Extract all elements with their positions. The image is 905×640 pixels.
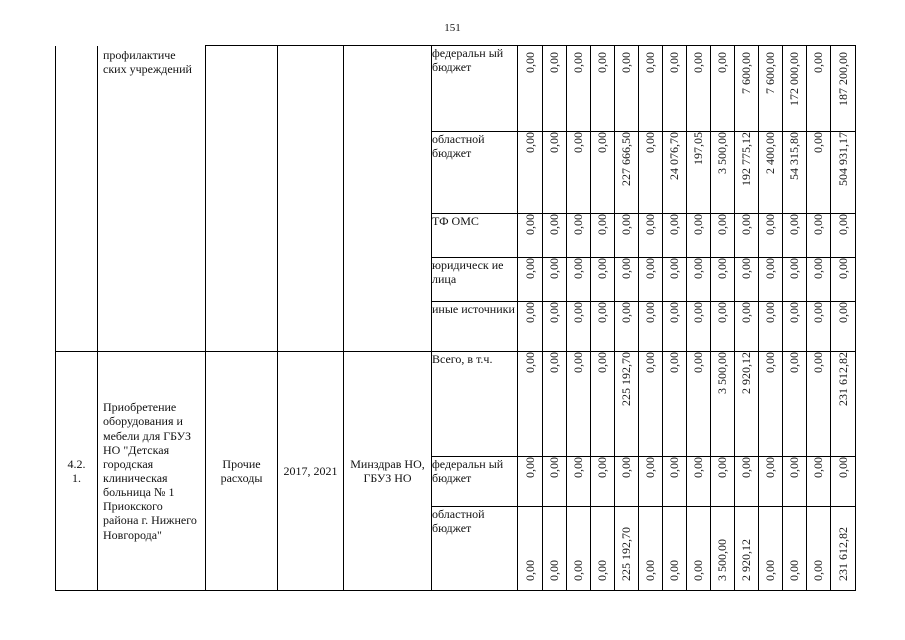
value-cell — [591, 132, 615, 214]
value-text: 24 076,70 — [667, 132, 682, 180]
value-text: 7 600,00 — [763, 52, 778, 94]
value-cell — [567, 457, 591, 507]
value-text: 0,00 — [667, 559, 682, 581]
value-cell — [591, 352, 615, 457]
value-cell — [831, 132, 856, 214]
value-cell — [663, 46, 687, 132]
years: 2017, 2021 — [283, 463, 338, 478]
value-cell — [711, 457, 735, 507]
value-text: 0,00 — [739, 302, 754, 323]
value-text: 0,00 — [811, 352, 826, 373]
value-text: 0,00 — [763, 258, 778, 279]
value-text: 3 500,00 — [715, 352, 730, 394]
value-text: 0,00 — [595, 457, 610, 478]
value-cell — [663, 258, 687, 302]
value-text: 0,00 — [595, 302, 610, 323]
value-cell — [807, 302, 831, 352]
value-text: 0,00 — [691, 457, 706, 478]
value-cell — [711, 214, 735, 258]
value-cell — [567, 352, 591, 457]
table-row — [56, 352, 856, 457]
value-cell — [711, 46, 735, 132]
value-cell — [687, 507, 711, 591]
value-cell — [567, 46, 591, 132]
value-cell — [759, 132, 783, 214]
value-cell — [615, 302, 639, 352]
value-cell — [711, 352, 735, 457]
value-cell — [543, 457, 567, 507]
value-cell — [663, 352, 687, 457]
funding-source: федеральн ый бюджет — [432, 457, 518, 507]
value-cell — [663, 507, 687, 591]
value-text: 0,00 — [811, 457, 826, 478]
value-text: 0,00 — [787, 214, 802, 235]
value-cell — [591, 302, 615, 352]
value-text: 3 500,00 — [715, 132, 730, 174]
value-text: 0,00 — [787, 559, 802, 581]
value-cell — [567, 132, 591, 214]
value-text: 187 200,00 — [835, 52, 850, 106]
value-text: 0,00 — [811, 559, 826, 581]
value-cell — [759, 302, 783, 352]
value-text: 0,00 — [571, 132, 586, 153]
value-text: 0,00 — [691, 352, 706, 373]
value-text: 0,00 — [787, 258, 802, 279]
value-text: 0,00 — [715, 457, 730, 478]
value-text: 0,00 — [522, 352, 537, 373]
value-cell — [831, 214, 856, 258]
value-cell — [663, 302, 687, 352]
value-text: 0,00 — [667, 258, 682, 279]
value-text: 0,00 — [595, 258, 610, 279]
value-text: 0,00 — [691, 52, 706, 73]
value-cell — [543, 352, 567, 457]
value-text: 0,00 — [522, 457, 537, 478]
value-cell — [807, 132, 831, 214]
value-cell — [543, 507, 567, 591]
executor-cell — [344, 46, 432, 352]
value-text: 0,00 — [522, 52, 537, 73]
value-text: 0,00 — [619, 457, 634, 478]
value-cell — [759, 258, 783, 302]
value-cell — [711, 302, 735, 352]
value-text: 0,00 — [571, 559, 586, 581]
value-text: 0,00 — [667, 302, 682, 323]
value-cell — [687, 214, 711, 258]
value-cell — [807, 258, 831, 302]
value-cell — [518, 132, 543, 214]
value-text: 0,00 — [619, 302, 634, 323]
value-cell — [615, 507, 639, 591]
value-text: 0,00 — [547, 52, 562, 73]
value-text: 225 192,70 — [619, 352, 634, 406]
value-text: 0,00 — [763, 559, 778, 581]
value-text: 0,00 — [811, 132, 826, 153]
value-cell — [543, 258, 567, 302]
value-text: 0,00 — [835, 302, 850, 323]
value-text: 2 920,12 — [739, 352, 754, 394]
value-text: 0,00 — [619, 52, 634, 73]
value-cell — [567, 258, 591, 302]
row-number-cell — [56, 46, 98, 352]
value-cell — [543, 132, 567, 214]
value-cell — [687, 132, 711, 214]
value-text: 0,00 — [787, 457, 802, 478]
value-text: 0,00 — [691, 302, 706, 323]
value-text: 0,00 — [522, 214, 537, 235]
value-cell — [663, 132, 687, 214]
value-text: 0,00 — [691, 258, 706, 279]
value-cell — [615, 132, 639, 214]
value-cell — [807, 214, 831, 258]
value-cell — [831, 507, 856, 591]
value-cell — [783, 302, 807, 352]
value-text: 0,00 — [763, 457, 778, 478]
value-text: 0,00 — [643, 352, 658, 373]
value-cell — [687, 258, 711, 302]
value-cell — [639, 302, 663, 352]
value-text: 0,00 — [763, 214, 778, 235]
value-cell — [567, 214, 591, 258]
value-cell — [711, 258, 735, 302]
value-cell — [759, 507, 783, 591]
event-name: Приобретение оборудования и мебели для ГБУЗ НО "Детская городская клиническая больница № 1 Приокского района г. Нижнего Новгорода" — [103, 400, 197, 542]
value-text: 0,00 — [715, 52, 730, 73]
value-cell — [518, 258, 543, 302]
value-cell — [591, 258, 615, 302]
value-text: 0,00 — [667, 352, 682, 373]
value-text: 172 000,00 — [787, 52, 802, 106]
value-text: 0,00 — [835, 214, 850, 235]
value-text: 0,00 — [522, 258, 537, 279]
value-text: 0,00 — [547, 132, 562, 153]
value-cell — [518, 457, 543, 507]
value-cell — [783, 132, 807, 214]
value-cell — [567, 302, 591, 352]
value-cell — [687, 352, 711, 457]
expense-type: Прочие расходы — [220, 456, 263, 485]
value-text: 0,00 — [811, 52, 826, 73]
value-text: 504 931,17 — [835, 132, 850, 186]
value-text: 0,00 — [522, 132, 537, 153]
value-cell — [783, 258, 807, 302]
value-cell — [543, 302, 567, 352]
value-cell — [735, 302, 759, 352]
value-text: 0,00 — [667, 214, 682, 235]
value-text: 0,00 — [571, 52, 586, 73]
value-cell — [831, 258, 856, 302]
value-cell — [639, 352, 663, 457]
value-cell — [687, 302, 711, 352]
value-cell — [831, 46, 856, 132]
value-cell — [663, 457, 687, 507]
value-text: 2 920,12 — [739, 538, 754, 581]
value-text: 0,00 — [522, 559, 537, 581]
value-text: 0,00 — [619, 258, 634, 279]
value-cell — [591, 457, 615, 507]
event-name: профилактиче ских учреждений — [103, 47, 192, 76]
value-text: 0,00 — [547, 258, 562, 279]
value-cell — [831, 302, 856, 352]
value-cell — [831, 457, 856, 507]
value-text: 0,00 — [643, 214, 658, 235]
value-text: 0,00 — [522, 302, 537, 323]
row-number: 4.2. 1. — [67, 456, 86, 485]
value-cell — [711, 132, 735, 214]
value-text: 231 612,82 — [835, 526, 850, 581]
value-text: 0,00 — [739, 214, 754, 235]
value-text: 0,00 — [667, 52, 682, 73]
funding-source: областной бюджет — [432, 132, 518, 214]
value-cell — [783, 457, 807, 507]
value-cell — [735, 507, 759, 591]
value-text: 0,00 — [667, 457, 682, 478]
value-cell — [639, 457, 663, 507]
value-text: 0,00 — [547, 302, 562, 323]
value-text: 0,00 — [547, 559, 562, 581]
value-cell — [518, 507, 543, 591]
value-text: 0,00 — [739, 457, 754, 478]
value-text: 0,00 — [787, 302, 802, 323]
years-cell — [278, 46, 344, 352]
value-text: 0,00 — [811, 258, 826, 279]
value-text: 0,00 — [787, 352, 802, 373]
value-text: 54 315,80 — [787, 132, 802, 180]
value-cell — [567, 507, 591, 591]
value-text: 0,00 — [643, 302, 658, 323]
funding-source: юридическ ие лица — [432, 258, 518, 302]
value-text: 7 600,00 — [739, 52, 754, 94]
value-cell — [807, 352, 831, 457]
value-text: 0,00 — [691, 559, 706, 581]
value-text: 0,00 — [547, 214, 562, 235]
value-cell — [518, 352, 543, 457]
value-cell — [615, 258, 639, 302]
value-text: 2 400,00 — [763, 132, 778, 174]
funding-source: Всего, в т.ч. — [432, 352, 518, 457]
value-cell — [639, 507, 663, 591]
value-cell — [831, 352, 856, 457]
value-text: 0,00 — [811, 214, 826, 235]
value-text: 0,00 — [835, 258, 850, 279]
value-cell — [639, 132, 663, 214]
value-cell — [663, 214, 687, 258]
value-text: 0,00 — [571, 258, 586, 279]
value-text: 0,00 — [643, 132, 658, 153]
value-text: 0,00 — [643, 52, 658, 73]
value-cell — [759, 352, 783, 457]
value-cell — [735, 132, 759, 214]
funding-source: федеральн ый бюджет — [432, 46, 518, 132]
page-number: 151 — [444, 22, 461, 34]
funding-source: иные источники — [432, 302, 518, 352]
value-text: 3 500,00 — [715, 538, 730, 581]
executor: Минздрав НО, ГБУЗ НО — [350, 456, 425, 485]
value-cell — [807, 46, 831, 132]
value-cell — [783, 214, 807, 258]
value-text: 0,00 — [571, 457, 586, 478]
value-cell — [735, 352, 759, 457]
value-cell — [711, 507, 735, 591]
value-cell — [639, 258, 663, 302]
value-cell — [759, 214, 783, 258]
funding-source: областной бюджет — [432, 507, 518, 591]
value-cell — [735, 214, 759, 258]
value-text: 0,00 — [643, 258, 658, 279]
event-name-cell — [98, 46, 206, 352]
value-cell — [807, 457, 831, 507]
value-cell — [735, 457, 759, 507]
value-text: 0,00 — [595, 52, 610, 73]
row-number-cell — [56, 352, 98, 591]
value-cell — [639, 214, 663, 258]
value-text: 0,00 — [643, 559, 658, 581]
expense-type-cell — [206, 46, 278, 352]
value-cell — [615, 46, 639, 132]
value-text: 231 612,82 — [835, 352, 850, 406]
value-text: 0,00 — [715, 258, 730, 279]
value-cell — [591, 214, 615, 258]
value-cell — [591, 46, 615, 132]
value-text: 0,00 — [811, 302, 826, 323]
value-cell — [518, 302, 543, 352]
value-text: 0,00 — [571, 214, 586, 235]
value-text: 0,00 — [595, 132, 610, 153]
value-cell — [783, 507, 807, 591]
executor-cell — [344, 352, 432, 591]
funding-source: ТФ ОМС — [432, 214, 518, 258]
value-cell — [543, 46, 567, 132]
value-cell — [518, 214, 543, 258]
value-text: 0,00 — [571, 352, 586, 373]
value-cell — [807, 507, 831, 591]
event-name-cell — [98, 352, 206, 591]
value-text: 0,00 — [595, 214, 610, 235]
value-cell — [687, 457, 711, 507]
value-cell — [687, 46, 711, 132]
value-cell — [615, 457, 639, 507]
value-text: 0,00 — [835, 457, 850, 478]
years-cell — [278, 352, 344, 591]
value-text: 0,00 — [715, 302, 730, 323]
value-cell — [759, 457, 783, 507]
value-cell — [543, 214, 567, 258]
expense-type-cell — [206, 352, 278, 591]
value-text: 0,00 — [547, 352, 562, 373]
value-text: 0,00 — [691, 214, 706, 235]
value-text: 0,00 — [763, 352, 778, 373]
value-text: 0,00 — [547, 457, 562, 478]
value-cell — [759, 46, 783, 132]
value-cell — [639, 46, 663, 132]
value-text: 0,00 — [739, 258, 754, 279]
value-cell — [615, 352, 639, 457]
value-text: 227 666,50 — [619, 132, 634, 186]
value-text: 197,05 — [691, 132, 706, 165]
value-cell — [783, 352, 807, 457]
value-cell — [591, 507, 615, 591]
value-text: 0,00 — [595, 352, 610, 373]
value-cell — [783, 46, 807, 132]
value-text: 192 775,12 — [739, 132, 754, 186]
value-cell — [735, 46, 759, 132]
budget-table — [55, 45, 856, 591]
table-row — [56, 46, 856, 132]
value-text: 0,00 — [571, 302, 586, 323]
value-text: 0,00 — [595, 559, 610, 581]
value-text: 225 192,70 — [619, 526, 634, 581]
value-cell — [615, 214, 639, 258]
value-cell — [735, 258, 759, 302]
value-cell — [518, 46, 543, 132]
value-text: 0,00 — [763, 302, 778, 323]
value-text: 0,00 — [619, 214, 634, 235]
value-text: 0,00 — [643, 457, 658, 478]
value-text: 0,00 — [715, 214, 730, 235]
